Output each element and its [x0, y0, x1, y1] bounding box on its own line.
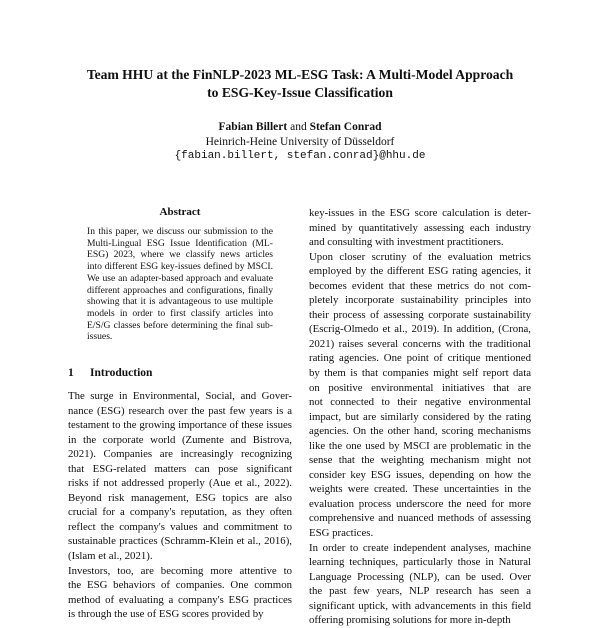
abstract-text	[87, 226, 273, 343]
text-line: nance (ESG) research over the past few years is a	[68, 404, 292, 417]
abstract-heading: Abstract	[159, 206, 201, 218]
author-name: Stefan Conrad	[309, 121, 382, 133]
text-line: E/S/G classes before determining the final sub-	[87, 319, 273, 331]
text-line: evaluation process underscore the need for more	[309, 497, 531, 510]
text-line: (Escrig-Olmedo et al., 2019). In addition, (Crona,	[309, 323, 531, 336]
title-line: Team HHU at the FinNLP-2023 ML-ESG Task: A Multi-Model Approach	[86, 67, 514, 82]
text-line: sense that the weighting mechanism might not	[309, 454, 531, 467]
text-line: their process of assessing corporate sustainability	[309, 308, 531, 321]
text-line: is through the use of ESG scores provided by	[68, 608, 264, 621]
text-line: Investors, too, are becoming more attentive to	[68, 564, 292, 577]
text-line: the ESG behaviors of companies. One common	[68, 579, 292, 592]
text-line: by them is that companies might self report data	[309, 367, 531, 380]
text-line: pletely incorporate sustainability principles into	[309, 294, 531, 307]
author-separator: and	[290, 121, 307, 133]
text-line: In this paper, we discuss our submission to the	[87, 226, 273, 237]
text-line: the past few years, NLP research has seen a	[309, 585, 531, 598]
text-line: mined by quantitatively assessing each industry	[309, 221, 531, 234]
text-line: and consulting with investment practitioners.	[309, 236, 504, 249]
text-line: weights were created. These uncertainties in the	[309, 483, 531, 496]
author-block	[40, 120, 560, 164]
text-line: 2021). Companies are increasingly recognizing	[68, 448, 292, 461]
text-line: offering promising solutions for more in-depth	[309, 614, 511, 627]
text-line: 2021) raises several concerns with the traditional	[309, 337, 531, 350]
text-line: different approaches and configurations, finally	[87, 284, 273, 296]
text-line: In order to create independent analyses, machine	[309, 541, 531, 554]
text-line: not connected to their negative environmental	[309, 396, 531, 409]
section-number: 1	[68, 367, 74, 379]
author-name: Fabian Billert	[218, 121, 288, 133]
paper-title	[40, 66, 560, 102]
text-line: (Islam et al., 2021).	[68, 550, 153, 563]
text-line: impact, but are similarly considered by the rating	[309, 410, 531, 423]
text-line: employed by the different ESG rating agencies, it	[309, 265, 531, 278]
text-line: The surge in Environmental, Social, and Gover-	[68, 390, 292, 402]
text-line: Beyond risk management, ESG topics are also	[68, 491, 292, 504]
text-line: ESG practices.	[309, 527, 374, 540]
text-line: comprehensive and nuanced methods of assessing	[309, 512, 531, 525]
text-line: significant uptick, with advancements in this field	[309, 599, 531, 612]
text-line: reflect the company's values and commitment to	[68, 520, 292, 533]
text-line: on positive environmental initiatives that are	[309, 381, 531, 394]
text-line: sustainable practices (Schramm-Klein et al., 2016),	[68, 535, 292, 548]
text-line: in the corporate world (Zumente and Bistrova,	[68, 433, 292, 446]
left-column-text	[68, 389, 292, 622]
text-line: learning techniques, particularly those in Natural	[309, 556, 531, 569]
text-line: showing that it is advantageous to use multiple	[87, 296, 273, 308]
text-line: into different ESG key-issues defined by MSCI.	[87, 261, 273, 273]
section-heading	[68, 367, 152, 379]
text-line: Language Processing (NLP), can be used. Over	[309, 570, 531, 583]
text-line: becomes evident that these metrics do not com-	[309, 279, 531, 292]
text-line: like the one used by MSCI are problematic in the	[309, 439, 531, 452]
title-line: to ESG-Key-Issue Classification	[207, 85, 393, 100]
section-title: Introduction	[90, 367, 153, 379]
text-line: key-issues in the ESG score calculation is deter-	[309, 207, 531, 219]
text-line: testament to the growing importance of these issues	[68, 419, 292, 432]
text-line: Multi-Lingual ESG Issue Identification (ML-	[87, 237, 273, 249]
text-line: models in order to first classify articles into	[87, 307, 273, 319]
text-line: risks if not addressed properly (Aue et al., 2022).	[68, 477, 292, 490]
text-line: agencies. On the other hand, scoring mechanisms	[309, 425, 531, 438]
text-line: consider key ESG issues, depending on how the	[309, 468, 531, 481]
text-line: that ESG-related matters can pose significant	[68, 462, 292, 475]
author-email: {fabian.billert, stefan.conrad}@hhu.de	[174, 150, 426, 162]
text-line: We use an adapter-based approach and evaluate	[87, 272, 273, 284]
text-line: method of evaluating a company's ESG practices	[68, 593, 292, 606]
author-names	[40, 120, 560, 135]
text-line: rating agencies. One point of critique mentioned	[309, 352, 531, 365]
text-line: issues.	[87, 331, 113, 343]
text-line: crucial for a company's reputation, as they often	[68, 506, 292, 519]
text-line: ESG) 2023, where we classify news articles	[87, 249, 273, 261]
right-column-text	[309, 206, 531, 628]
affiliation: Heinrich-Heine University of Düsseldorf	[205, 135, 395, 148]
text-line: Upon closer scrutiny of the evaluation metrics	[309, 250, 531, 263]
